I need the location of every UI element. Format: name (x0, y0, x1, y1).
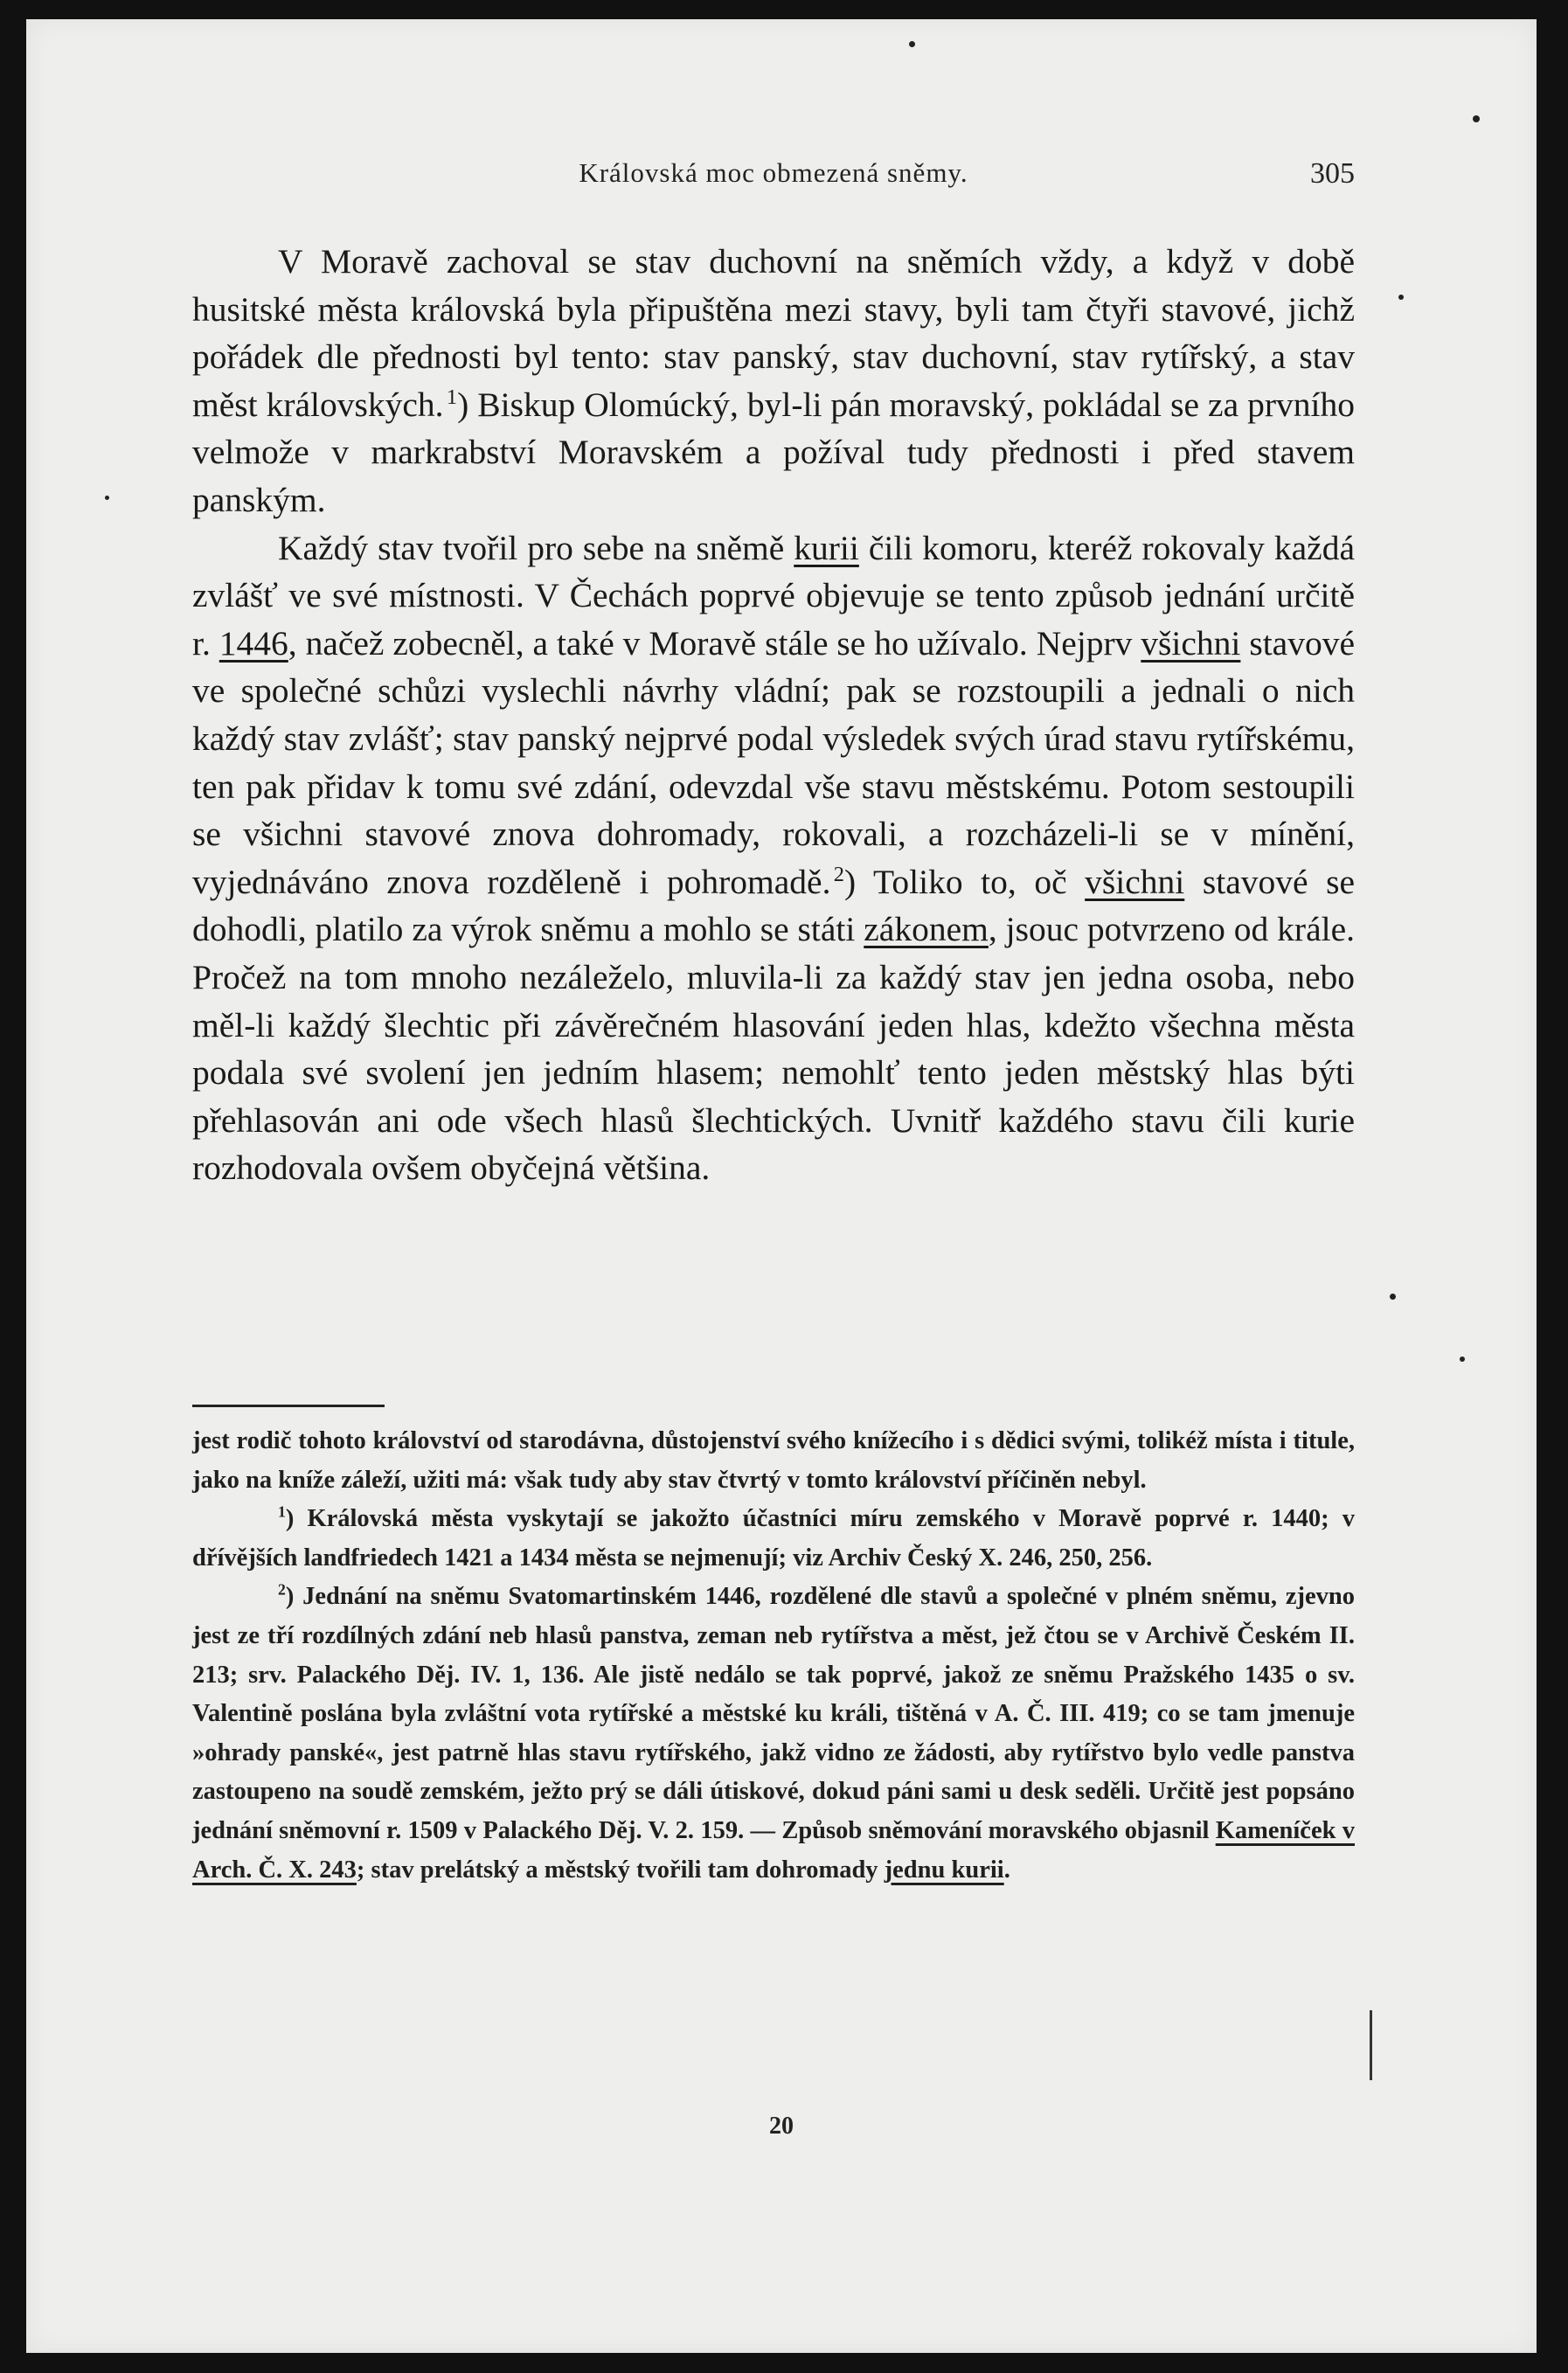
signature-mark: 20 (769, 2113, 794, 2140)
footnote-continuation: jest rodič tohoto království od starodávna, důstojenství svého knížecího i s dědici svými, tolikéž místa i titule, jako na kníže záleží, užiti má: však tudy aby stav čtvrtý v tomto království příčiněn nebyl. (192, 1427, 1355, 1494)
term-vsichni-2: všichni (1085, 862, 1185, 901)
margin-mark (1370, 2010, 1372, 2080)
print-speck (105, 496, 109, 500)
paragraph-2-part: , jsouc potvrzeno od krále. Pročež na tom mnoho nezáleželo, mluvila-li za každý stav jen jedna osoba, nebo měl-li každý šlechtic při závěrečném hlasování jeden hlas, kdežto všechna města podala své svolení jen jedním hlasem; nemohlť tento jeden městský hlas býti přehlasován ani ode všech hlasů šlechtických. Uvnitř každého stavu čili kurie rozhodovala ovšem obyčejná většina. (192, 910, 1356, 1188)
paragraph-2-part: Každý stav tvořil pro sebe na sněmě (278, 528, 794, 567)
page-number: 305 (1310, 157, 1355, 190)
paragraph-2-part: stavové ve společné schůzi vyslechli návrhy vládní; pak se rozstoupili a jednali o nich každý stav zvlášť; stav panský nejprvé podal výsledek svých úrad stavu rytířskému, ten pak přidav k tomu své zdání, odevzdal vše stavu městskému. Potom sestoupili se všichni stavové znova dohromady, rokovali, a rozcházeli-li se v mínění, vyjednáváno znova rozděleně i pohromadě. (192, 623, 1355, 901)
footnote-2-mark: 2 (278, 1580, 286, 1599)
footnote-ref-1: 1 (446, 385, 458, 409)
year-1446: 1446 (219, 623, 288, 663)
book-page (26, 19, 1537, 2353)
term-jednu-kurii: jednu kurii (884, 1856, 1004, 1884)
footnote-1-mark: 1 (278, 1502, 286, 1521)
footnote-ref-2: 2 (833, 862, 845, 886)
main-text (192, 238, 1355, 1192)
footnote-1-text: ) Královská města vyskytají se jakožto účastníci míru zemského v Moravě poprvé r. 1440; v dřívějších landfriedech 1421 a 1434 města se nejmenují; viz Archiv Český X. 246, 250, 256. (192, 1505, 1355, 1572)
footnote-2-part: ) Jednání na sněmu Svatomartinském 1446, rozdělené dle stavů a společné v plném sněmu, zjevno jest ze tří rozdílných zdání neb hlasů panstva, zeman neb rytířstva a měst, jež čtou se v Archivě Českém II. 213; srv. Palackého Děj. IV. 1, 136. Ale jistě nedálo se tak poprvé, jakož ze sněmu Pražského 1435 o sv. Valentině poslána byla zvláštní vota rytířské a městské ku králi, tištěná v A. Č. III. 419; co se tam jmenuje »ohrady panské«, jest patrně hlas stavu rytířského, jakž vidno ze žádosti, aby rytířstvo bylo vedle panstva zastoupeno na soudě zemském, ježto prý se dáli útiskové, dokud páni sami u desk seděli. Určitě jest popsáno jednání sněmovní r. 1509 v Palackého Děj. V. 2. 159. — Způsob sněmování moravského objasnil (192, 1583, 1355, 1844)
paragraph-2-part: čili komoru, kteréž rokovaly každá zvlášť ve své místnosti. V Čechách poprvé objevuje se tento způsob jednání určitě r. (192, 528, 1355, 663)
term-kurii: kurii (794, 528, 859, 567)
citation-kamenicek: Kameníček v Arch. Č. X. 243 (192, 1816, 1355, 1884)
term-zakonem: zákonem (864, 910, 989, 949)
paragraph-2-part: , načež zobecněl, a také v Moravě stále se ho užívalo. Nejprv (288, 623, 1141, 663)
footnote-rule (192, 1405, 385, 1407)
paragraph-2-part: Toliko to, oč (856, 862, 1086, 901)
footnote-1 (192, 1500, 1355, 1578)
footnote-2-part: . (1003, 1856, 1010, 1884)
paragraph-2-part: stavové se dohodli, platilo za výrok sněmu a mohlo se státi (192, 862, 1355, 949)
footnotes (192, 1422, 1355, 1890)
print-speck (909, 41, 915, 47)
term-vsichni: všichni (1141, 623, 1241, 663)
paragraph-1: V Moravě zachoval se stav duchovní na sněmích vždy, a když v době husitské města královská byla připuštěna mezi stavy, byli tam čtyři stavové, jichž pořádek dle přednosti byl tento: stav panský, stav duchovní, stav rytířský, a stav měst královských. $^1$) Biskup Olomúcký, byl-li pán moravský, pokládal se za prvního velmože v markrabství Moravském a požíval tudy přednosti i před stavem panským. (192, 242, 1355, 519)
print-speck (1398, 295, 1404, 300)
footnote-2-part: ; stav prelátský a městský tvořili tam dohromady (356, 1856, 885, 1884)
paragraph-1-text: V Moravě zachoval se stav duchovní na sněmích vždy, a když v době husitské města královská byla připuštěna mezi stavy, byli tam čtyři stavové, jichž pořádek dle přednosti byl tento: stav panský, stav duchovní, stav rytířský, a stav měst královských. (192, 242, 1355, 424)
paragraph-2: Každý stav tvořil pro sebe na sněmě kurii čili komoru, kteréž rokovaly každá zvlášť ve své místnosti. V Čechách poprvé objevuje se tento způsob jednání určitě r. 1446, načež zobecněl, a také v Moravě stále se ho užívalo. Nejprv všichni stavové ve společné schůzi vyslechli návrhy vládní; pak se rozstoupili a jednali o nich každý stav zvlášť; stav panský nejprvé podal výsledek svých úrad stavu rytířskému, ten pak přidav k tomu své zdání, odevzdal vše stavu městskému. Potom sestoupili se všichni stavové znova dohromady, rokovali, a rozcházeli-li se v mínění, vyjednáváno znova rozděleně i pohromadě. $^2$) Toliko to, oč všichni stavové se dohodli, platilo za výrok sněmu a mohlo se státi zákonem, jsouc potvrzeno od krále. Pročež na tom mnoho nezáleželo, mluvila-li za každý stav jen jedna osoba, nebo měl-li každý šlechtic při závěrečném hlasování jeden hlas, kdežto všechna města podala své svolení jen jedním hlasem; nemohlť tento jeden městský hlas býti přehlasován ani ode všech hlasů šlechtických. Uvnitř každého stavu čili kurie rozhodovala ovšem obyčejná většina. (192, 528, 1356, 1188)
print-speck (1460, 1356, 1465, 1362)
print-speck (1473, 115, 1480, 122)
running-head-title: Královská moc obmezená sněmy. (579, 157, 968, 188)
print-speck (1390, 1294, 1396, 1300)
paragraph-1-text-after: Biskup Olomúcký, byl-li pán moravský, pokládal se za prvního velmože v markrabství Moravském a požíval tudy přednosti i před stavem panským. (192, 385, 1355, 519)
footnote-2 (192, 1578, 1355, 1890)
running-head (192, 157, 1355, 201)
